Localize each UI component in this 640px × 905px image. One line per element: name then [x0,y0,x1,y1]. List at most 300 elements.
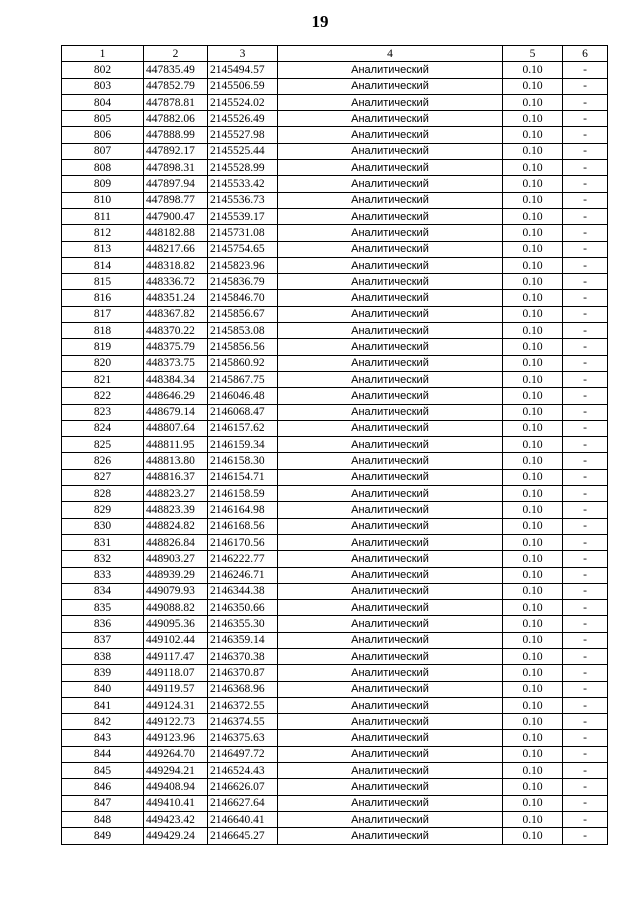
cell-extra: - [563,388,608,404]
table-row [62,665,608,681]
table-row [62,111,608,127]
cell-method: Аналитический [278,665,503,681]
cell-coordinate-y: 2145528.99 [208,160,278,176]
column-header-1: 1 [62,46,144,62]
cell-accuracy: 0.10 [503,616,563,632]
table-row [62,62,608,78]
table-row [62,453,608,469]
table-row [62,567,608,583]
cell-coordinate-x: 447897.94 [144,176,208,192]
cell-coordinate-y: 2145506.59 [208,78,278,94]
table-row [62,469,608,485]
cell-extra: - [563,355,608,371]
table-row [62,763,608,779]
cell-coordinate-y: 2146627.64 [208,795,278,811]
table-row [62,339,608,355]
cell-extra: - [563,551,608,567]
cell-coordinate-x: 448373.75 [144,355,208,371]
table-row [62,437,608,453]
cell-point-number: 804 [62,94,144,110]
cell-coordinate-x: 448375.79 [144,339,208,355]
cell-accuracy: 0.10 [503,62,563,78]
table-row [62,371,608,387]
column-header-3: 3 [208,46,278,62]
cell-extra: - [563,111,608,127]
cell-method: Аналитический [278,176,503,192]
cell-coordinate-y: 2145856.67 [208,306,278,322]
cell-coordinate-y: 2145836.79 [208,274,278,290]
cell-method: Аналитический [278,518,503,534]
cell-method: Аналитический [278,62,503,78]
cell-extra: - [563,681,608,697]
cell-extra: - [563,697,608,713]
cell-point-number: 830 [62,518,144,534]
cell-extra: - [563,176,608,192]
cell-accuracy: 0.10 [503,648,563,664]
cell-accuracy: 0.10 [503,746,563,762]
cell-accuracy: 0.10 [503,420,563,436]
cell-accuracy: 0.10 [503,111,563,127]
cell-extra: - [563,502,608,518]
cell-accuracy: 0.10 [503,632,563,648]
cell-method: Аналитический [278,78,503,94]
cell-coordinate-x: 447892.17 [144,143,208,159]
cell-extra: - [563,567,608,583]
cell-accuracy: 0.10 [503,551,563,567]
cell-method: Аналитический [278,388,503,404]
cell-method: Аналитический [278,534,503,550]
cell-extra: - [563,323,608,339]
table-row [62,681,608,697]
cell-point-number: 823 [62,404,144,420]
cell-point-number: 846 [62,779,144,795]
table-row [62,583,608,599]
cell-accuracy: 0.10 [503,502,563,518]
cell-accuracy: 0.10 [503,176,563,192]
cell-extra: - [563,437,608,453]
cell-coordinate-x: 449423.42 [144,811,208,827]
cell-extra: - [563,828,608,844]
cell-point-number: 831 [62,534,144,550]
cell-point-number: 805 [62,111,144,127]
cell-extra: - [563,616,608,632]
cell-coordinate-y: 2145526.49 [208,111,278,127]
cell-coordinate-x: 448824.82 [144,518,208,534]
cell-method: Аналитический [278,779,503,795]
cell-coordinate-x: 447888.99 [144,127,208,143]
table-row [62,78,608,94]
cell-method: Аналитический [278,648,503,664]
cell-accuracy: 0.10 [503,811,563,827]
table-row [62,306,608,322]
page-number: 19 [311,12,329,31]
cell-point-number: 806 [62,127,144,143]
cell-method: Аналитический [278,746,503,762]
cell-coordinate-x: 449410.41 [144,795,208,811]
cell-method: Аналитический [278,486,503,502]
cell-coordinate-x: 448182.88 [144,225,208,241]
cell-coordinate-y: 2146158.30 [208,453,278,469]
cell-point-number: 832 [62,551,144,567]
cell-coordinate-y: 2145494.57 [208,62,278,78]
cell-coordinate-x: 448939.29 [144,567,208,583]
cell-extra: - [563,290,608,306]
cell-point-number: 814 [62,257,144,273]
cell-method: Аналитический [278,306,503,322]
cell-point-number: 819 [62,339,144,355]
cell-method: Аналитический [278,94,503,110]
cell-coordinate-x: 448217.66 [144,241,208,257]
table-row [62,616,608,632]
cell-accuracy: 0.10 [503,600,563,616]
cell-point-number: 826 [62,453,144,469]
cell-extra: - [563,371,608,387]
cell-extra: - [563,600,608,616]
cell-coordinate-y: 2145867.75 [208,371,278,387]
cell-point-number: 813 [62,241,144,257]
cell-accuracy: 0.10 [503,160,563,176]
cell-point-number: 849 [62,828,144,844]
cell-coordinate-y: 2146159.34 [208,437,278,453]
cell-extra: - [563,404,608,420]
table-row [62,404,608,420]
cell-coordinate-x: 448318.82 [144,257,208,273]
cell-coordinate-x: 449088.82 [144,600,208,616]
cell-coordinate-x: 448811.95 [144,437,208,453]
cell-extra: - [563,78,608,94]
cell-method: Аналитический [278,551,503,567]
cell-method: Аналитический [278,241,503,257]
cell-coordinate-x: 448370.22 [144,323,208,339]
cell-coordinate-x: 448367.82 [144,306,208,322]
cell-coordinate-y: 2146157.62 [208,420,278,436]
cell-coordinate-y: 2146068.47 [208,404,278,420]
cell-point-number: 836 [62,616,144,632]
cell-extra: - [563,632,608,648]
cell-coordinate-y: 2145524.02 [208,94,278,110]
table-row [62,323,608,339]
cell-coordinate-x: 449124.31 [144,697,208,713]
table-row [62,518,608,534]
cell-accuracy: 0.10 [503,469,563,485]
cell-extra: - [563,420,608,436]
cell-coordinate-y: 2146645.27 [208,828,278,844]
table-row [62,795,608,811]
cell-coordinate-y: 2146222.77 [208,551,278,567]
cell-accuracy: 0.10 [503,78,563,94]
cell-method: Аналитический [278,371,503,387]
column-header-4: 4 [278,46,503,62]
cell-accuracy: 0.10 [503,290,563,306]
cell-method: Аналитический [278,437,503,453]
cell-coordinate-x: 448679.14 [144,404,208,420]
cell-extra: - [563,339,608,355]
table-row [62,94,608,110]
cell-coordinate-y: 2146370.87 [208,665,278,681]
cell-method: Аналитический [278,404,503,420]
cell-coordinate-y: 2146372.55 [208,697,278,713]
cell-method: Аналитический [278,600,503,616]
cell-method: Аналитический [278,681,503,697]
cell-point-number: 842 [62,714,144,730]
cell-accuracy: 0.10 [503,323,563,339]
cell-extra: - [563,665,608,681]
table-row [62,274,608,290]
cell-method: Аналитический [278,355,503,371]
cell-coordinate-x: 449429.24 [144,828,208,844]
cell-extra: - [563,763,608,779]
cell-coordinate-y: 2146168.56 [208,518,278,534]
cell-point-number: 845 [62,763,144,779]
cell-point-number: 827 [62,469,144,485]
cell-extra: - [563,714,608,730]
cell-coordinate-y: 2146164.98 [208,502,278,518]
cell-extra: - [563,746,608,762]
table-row [62,241,608,257]
cell-accuracy: 0.10 [503,257,563,273]
cell-method: Аналитический [278,583,503,599]
cell-accuracy: 0.10 [503,241,563,257]
table-row [62,176,608,192]
cell-coordinate-y: 2146359.14 [208,632,278,648]
cell-extra: - [563,583,608,599]
cell-point-number: 843 [62,730,144,746]
cell-accuracy: 0.10 [503,828,563,844]
cell-coordinate-y: 2146368.96 [208,681,278,697]
cell-extra: - [563,518,608,534]
table-row [62,208,608,224]
table-row [62,486,608,502]
cell-coordinate-x: 449117.47 [144,648,208,664]
cell-accuracy: 0.10 [503,714,563,730]
cell-point-number: 802 [62,62,144,78]
cell-accuracy: 0.10 [503,795,563,811]
table-row [62,828,608,844]
cell-point-number: 837 [62,632,144,648]
cell-coordinate-x: 449264.70 [144,746,208,762]
cell-method: Аналитический [278,127,503,143]
cell-coordinate-y: 2145846.70 [208,290,278,306]
cell-accuracy: 0.10 [503,697,563,713]
cell-coordinate-x: 448903.27 [144,551,208,567]
cell-coordinate-x: 447900.47 [144,208,208,224]
cell-point-number: 841 [62,697,144,713]
table-row [62,730,608,746]
cell-extra: - [563,486,608,502]
cell-coordinate-y: 2146375.63 [208,730,278,746]
cell-coordinate-x: 447835.49 [144,62,208,78]
cell-point-number: 820 [62,355,144,371]
cell-extra: - [563,62,608,78]
cell-accuracy: 0.10 [503,730,563,746]
cell-method: Аналитический [278,502,503,518]
cell-point-number: 803 [62,78,144,94]
table-header-row [62,46,608,62]
cell-method: Аналитический [278,274,503,290]
cell-coordinate-y: 2146370.38 [208,648,278,664]
cell-point-number: 828 [62,486,144,502]
cell-coordinate-x: 448807.64 [144,420,208,436]
cell-coordinate-y: 2145533.42 [208,176,278,192]
cell-coordinate-x: 448816.37 [144,469,208,485]
cell-coordinate-x: 449123.96 [144,730,208,746]
table-row [62,355,608,371]
cell-method: Аналитический [278,632,503,648]
cell-coordinate-x: 449408.94 [144,779,208,795]
cell-extra: - [563,274,608,290]
cell-accuracy: 0.10 [503,518,563,534]
table-body [62,62,608,844]
cell-accuracy: 0.10 [503,665,563,681]
cell-method: Аналитический [278,730,503,746]
cell-extra: - [563,192,608,208]
cell-point-number: 818 [62,323,144,339]
cell-method: Аналитический [278,225,503,241]
cell-extra: - [563,241,608,257]
cell-method: Аналитический [278,763,503,779]
cell-accuracy: 0.10 [503,339,563,355]
cell-method: Аналитический [278,323,503,339]
cell-point-number: 848 [62,811,144,827]
coordinates-table [61,45,608,845]
cell-accuracy: 0.10 [503,486,563,502]
cell-coordinate-x: 447878.81 [144,94,208,110]
cell-method: Аналитический [278,257,503,273]
cell-point-number: 809 [62,176,144,192]
cell-coordinate-x: 448826.84 [144,534,208,550]
cell-point-number: 829 [62,502,144,518]
cell-coordinate-y: 2146524.43 [208,763,278,779]
cell-coordinate-x: 449122.73 [144,714,208,730]
table-row [62,600,608,616]
cell-method: Аналитический [278,616,503,632]
cell-method: Аналитический [278,208,503,224]
cell-accuracy: 0.10 [503,143,563,159]
cell-method: Аналитический [278,453,503,469]
cell-extra: - [563,94,608,110]
cell-coordinate-x: 449095.36 [144,616,208,632]
cell-extra: - [563,811,608,827]
cell-point-number: 839 [62,665,144,681]
cell-coordinate-y: 2145856.56 [208,339,278,355]
table-row [62,225,608,241]
cell-point-number: 821 [62,371,144,387]
cell-coordinate-x: 448813.80 [144,453,208,469]
table-row [62,127,608,143]
cell-coordinate-y: 2146046.48 [208,388,278,404]
cell-point-number: 844 [62,746,144,762]
cell-coordinate-y: 2145731.08 [208,225,278,241]
cell-point-number: 807 [62,143,144,159]
cell-coordinate-y: 2146154.71 [208,469,278,485]
cell-extra: - [563,257,608,273]
cell-extra: - [563,127,608,143]
cell-point-number: 812 [62,225,144,241]
cell-coordinate-y: 2146170.56 [208,534,278,550]
cell-point-number: 808 [62,160,144,176]
cell-extra: - [563,779,608,795]
cell-coordinate-y: 2145527.98 [208,127,278,143]
table-row [62,779,608,795]
cell-point-number: 816 [62,290,144,306]
cell-point-number: 811 [62,208,144,224]
cell-method: Аналитический [278,828,503,844]
table-row [62,697,608,713]
cell-point-number: 838 [62,648,144,664]
cell-method: Аналитический [278,469,503,485]
cell-coordinate-x: 448646.29 [144,388,208,404]
cell-method: Аналитический [278,192,503,208]
table-row [62,648,608,664]
table-row [62,192,608,208]
cell-extra: - [563,469,608,485]
cell-method: Аналитический [278,339,503,355]
cell-accuracy: 0.10 [503,306,563,322]
table-row [62,257,608,273]
cell-coordinate-y: 2145860.92 [208,355,278,371]
cell-extra: - [563,143,608,159]
cell-extra: - [563,648,608,664]
cell-coordinate-x: 448823.27 [144,486,208,502]
cell-coordinate-y: 2146497.72 [208,746,278,762]
table-row [62,714,608,730]
cell-coordinate-x: 448336.72 [144,274,208,290]
table-row [62,534,608,550]
cell-method: Аналитический [278,567,503,583]
cell-coordinate-x: 448351.24 [144,290,208,306]
cell-extra: - [563,795,608,811]
cell-accuracy: 0.10 [503,274,563,290]
cell-extra: - [563,534,608,550]
cell-coordinate-x: 448384.34 [144,371,208,387]
cell-coordinate-y: 2146640.41 [208,811,278,827]
cell-point-number: 833 [62,567,144,583]
cell-accuracy: 0.10 [503,371,563,387]
cell-accuracy: 0.10 [503,404,563,420]
cell-accuracy: 0.10 [503,763,563,779]
cell-method: Аналитический [278,290,503,306]
table-row [62,502,608,518]
cell-accuracy: 0.10 [503,437,563,453]
cell-accuracy: 0.10 [503,567,563,583]
cell-coordinate-y: 2145823.96 [208,257,278,273]
cell-coordinate-y: 2146158.59 [208,486,278,502]
cell-coordinate-x: 447898.31 [144,160,208,176]
cell-coordinate-y: 2145539.17 [208,208,278,224]
cell-accuracy: 0.10 [503,127,563,143]
cell-accuracy: 0.10 [503,779,563,795]
table-row [62,746,608,762]
table-row [62,143,608,159]
cell-point-number: 825 [62,437,144,453]
cell-method: Аналитический [278,714,503,730]
cell-coordinate-x: 448823.39 [144,502,208,518]
column-header-2: 2 [144,46,208,62]
cell-point-number: 817 [62,306,144,322]
cell-extra: - [563,306,608,322]
cell-accuracy: 0.10 [503,192,563,208]
cell-method: Аналитический [278,143,503,159]
cell-coordinate-y: 2145525.44 [208,143,278,159]
cell-accuracy: 0.10 [503,583,563,599]
cell-point-number: 835 [62,600,144,616]
cell-coordinate-y: 2145754.65 [208,241,278,257]
cell-method: Аналитический [278,795,503,811]
cell-coordinate-y: 2146350.66 [208,600,278,616]
cell-accuracy: 0.10 [503,534,563,550]
cell-coordinate-y: 2146355.30 [208,616,278,632]
table-row [62,632,608,648]
